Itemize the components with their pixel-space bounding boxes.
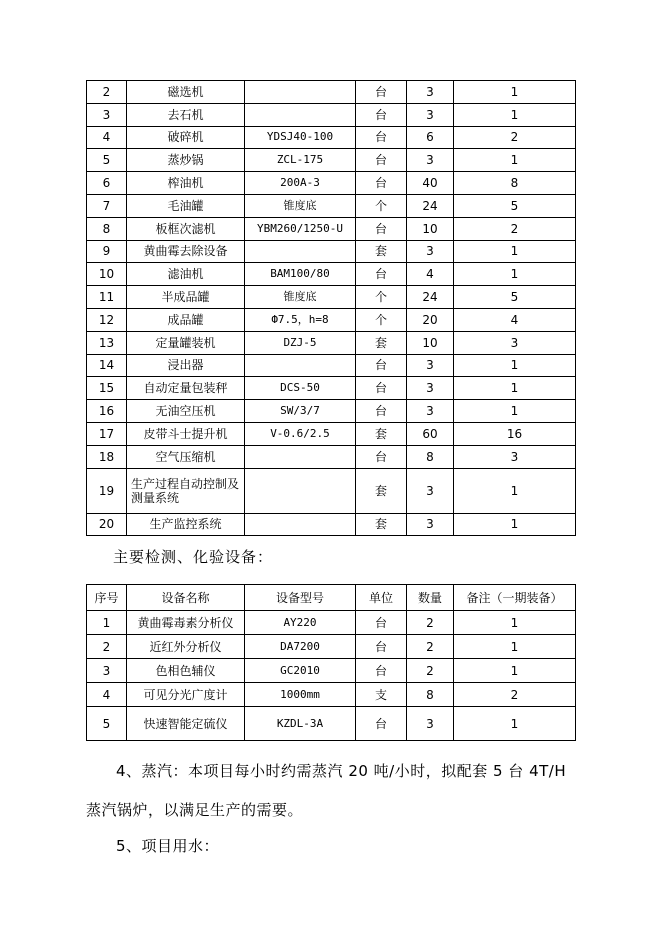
cell-no: 18 bbox=[87, 445, 127, 468]
cell-unit: 套 bbox=[356, 513, 407, 536]
cell-phase1: 3 bbox=[454, 445, 576, 468]
cell-unit: 套 bbox=[356, 331, 407, 354]
cell-no: 2 bbox=[87, 635, 127, 659]
table-row bbox=[87, 707, 576, 741]
cell-qty: 6 bbox=[407, 126, 454, 149]
cell-unit: 台 bbox=[356, 400, 407, 423]
cell-unit: 台 bbox=[356, 707, 407, 741]
cell-no: 10 bbox=[87, 263, 127, 286]
cell-qty: 3 bbox=[407, 400, 454, 423]
header-unit: 单位 bbox=[356, 585, 407, 611]
cell-qty: 10 bbox=[407, 217, 454, 240]
table-header-row bbox=[87, 585, 576, 611]
cell-qty: 3 bbox=[407, 513, 454, 536]
section-heading: 主要检测、化验设备： bbox=[113, 548, 274, 566]
cell-qty: 2 bbox=[407, 611, 454, 635]
table-row bbox=[87, 308, 576, 331]
table-row bbox=[87, 194, 576, 217]
cell-phase1: 1 bbox=[454, 468, 576, 513]
cell-no: 9 bbox=[87, 240, 127, 263]
cell-name: 近红外分析仪 bbox=[127, 635, 245, 659]
table-row bbox=[87, 81, 576, 104]
production-equipment-table bbox=[86, 80, 576, 536]
cell-qty: 3 bbox=[407, 468, 454, 513]
cell-phase1: 16 bbox=[454, 422, 576, 445]
cell-name: 黄曲霉毒素分析仪 bbox=[127, 611, 245, 635]
paragraph-steam-cont: 蒸汽锅炉，以满足生产的需要。 bbox=[86, 801, 304, 819]
cell-qty: 24 bbox=[407, 194, 454, 217]
cell-unit: 个 bbox=[356, 286, 407, 309]
cell-no: 5 bbox=[87, 707, 127, 741]
cell-phase1: 1 bbox=[454, 81, 576, 104]
cell-unit: 台 bbox=[356, 635, 407, 659]
cell-model bbox=[245, 240, 356, 263]
table-row bbox=[87, 422, 576, 445]
cell-no: 6 bbox=[87, 172, 127, 195]
cell-model: V-0.6/2.5 bbox=[245, 422, 356, 445]
cell-phase1: 3 bbox=[454, 331, 576, 354]
cell-no: 2 bbox=[87, 81, 127, 104]
cell-remark: 1 bbox=[454, 611, 576, 635]
cell-name: 磁选机 bbox=[127, 81, 245, 104]
table-row bbox=[87, 263, 576, 286]
cell-model: ZCL-175 bbox=[245, 149, 356, 172]
cell-unit: 台 bbox=[356, 81, 407, 104]
cell-remark: 2 bbox=[454, 683, 576, 707]
cell-phase1: 1 bbox=[454, 103, 576, 126]
cell-unit: 台 bbox=[356, 659, 407, 683]
cell-name: 破碎机 bbox=[127, 126, 245, 149]
cell-qty: 4 bbox=[407, 263, 454, 286]
cell-no: 1 bbox=[87, 611, 127, 635]
cell-unit: 台 bbox=[356, 149, 407, 172]
cell-model: 1000mm bbox=[245, 683, 356, 707]
cell-name: 色相色辅仪 bbox=[127, 659, 245, 683]
cell-unit: 台 bbox=[356, 217, 407, 240]
header-remark: 备注（一期装备） bbox=[454, 585, 576, 611]
table-row bbox=[87, 468, 576, 513]
cell-qty: 3 bbox=[407, 707, 454, 741]
table-row bbox=[87, 126, 576, 149]
cell-unit: 台 bbox=[356, 354, 407, 377]
cell-unit: 套 bbox=[356, 468, 407, 513]
cell-no: 11 bbox=[87, 286, 127, 309]
cell-name: 自动定量包装秤 bbox=[127, 377, 245, 400]
cell-unit: 套 bbox=[356, 240, 407, 263]
cell-qty: 3 bbox=[407, 354, 454, 377]
cell-phase1: 1 bbox=[454, 149, 576, 172]
cell-model: YDSJ40-100 bbox=[245, 126, 356, 149]
cell-no: 4 bbox=[87, 683, 127, 707]
cell-unit: 支 bbox=[356, 683, 407, 707]
cell-no: 3 bbox=[87, 659, 127, 683]
cell-remark: 1 bbox=[454, 635, 576, 659]
cell-model: SW/3/7 bbox=[245, 400, 356, 423]
cell-no: 14 bbox=[87, 354, 127, 377]
cell-unit: 台 bbox=[356, 611, 407, 635]
cell-name: 可见分光广度计 bbox=[127, 683, 245, 707]
cell-model: Ф7.5，h=8 bbox=[245, 308, 356, 331]
cell-model: GC2010 bbox=[245, 659, 356, 683]
cell-qty: 40 bbox=[407, 172, 454, 195]
table-row bbox=[87, 659, 576, 683]
table-row bbox=[87, 172, 576, 195]
cell-unit: 套 bbox=[356, 422, 407, 445]
table-row bbox=[87, 240, 576, 263]
cell-no: 16 bbox=[87, 400, 127, 423]
cell-model: DA7200 bbox=[245, 635, 356, 659]
cell-no: 12 bbox=[87, 308, 127, 331]
cell-model: 200A-3 bbox=[245, 172, 356, 195]
cell-name: 生产监控系统 bbox=[127, 513, 245, 536]
table-row bbox=[87, 635, 576, 659]
cell-qty: 3 bbox=[407, 81, 454, 104]
cell-no: 3 bbox=[87, 103, 127, 126]
cell-name: 无油空压机 bbox=[127, 400, 245, 423]
cell-model bbox=[245, 513, 356, 536]
cell-name: 毛油罐 bbox=[127, 194, 245, 217]
cell-no: 5 bbox=[87, 149, 127, 172]
cell-phase1: 2 bbox=[454, 217, 576, 240]
cell-name: 浸出器 bbox=[127, 354, 245, 377]
cell-unit: 台 bbox=[356, 172, 407, 195]
production-equipment-table-body bbox=[87, 81, 576, 536]
cell-phase1: 1 bbox=[454, 400, 576, 423]
table-row bbox=[87, 400, 576, 423]
cell-no: 7 bbox=[87, 194, 127, 217]
cell-phase1: 1 bbox=[454, 354, 576, 377]
cell-unit: 台 bbox=[356, 377, 407, 400]
cell-model bbox=[245, 81, 356, 104]
cell-qty: 8 bbox=[407, 445, 454, 468]
table-row bbox=[87, 513, 576, 536]
cell-qty: 10 bbox=[407, 331, 454, 354]
cell-name: 去石机 bbox=[127, 103, 245, 126]
cell-phase1: 1 bbox=[454, 263, 576, 286]
cell-name: 半成品罐 bbox=[127, 286, 245, 309]
cell-unit: 台 bbox=[356, 445, 407, 468]
testing-equipment-table-body bbox=[87, 611, 576, 741]
cell-name: 黄曲霉去除设备 bbox=[127, 240, 245, 263]
table-row bbox=[87, 354, 576, 377]
cell-no: 4 bbox=[87, 126, 127, 149]
cell-model bbox=[245, 354, 356, 377]
testing-equipment-table bbox=[86, 584, 576, 741]
cell-no: 19 bbox=[87, 468, 127, 513]
cell-model: DZJ-5 bbox=[245, 331, 356, 354]
cell-unit: 台 bbox=[356, 126, 407, 149]
cell-remark: 1 bbox=[454, 659, 576, 683]
cell-phase1: 1 bbox=[454, 240, 576, 263]
cell-no: 17 bbox=[87, 422, 127, 445]
table-row bbox=[87, 286, 576, 309]
cell-qty: 3 bbox=[407, 377, 454, 400]
cell-unit: 台 bbox=[356, 103, 407, 126]
table-row bbox=[87, 445, 576, 468]
cell-qty: 20 bbox=[407, 308, 454, 331]
cell-model: 锥度底 bbox=[245, 194, 356, 217]
header-name: 设备名称 bbox=[127, 585, 245, 611]
cell-model: KZDL-3A bbox=[245, 707, 356, 741]
cell-phase1: 8 bbox=[454, 172, 576, 195]
cell-qty: 8 bbox=[407, 683, 454, 707]
table-row bbox=[87, 611, 576, 635]
cell-no: 15 bbox=[87, 377, 127, 400]
cell-unit: 台 bbox=[356, 263, 407, 286]
header-no: 序号 bbox=[87, 585, 127, 611]
paragraph-steam: 4、蒸汽：本项目每小时约需蒸汽 20 吨/小时，拟配套 5 台 4T/H bbox=[116, 762, 567, 780]
cell-unit: 个 bbox=[356, 194, 407, 217]
cell-name: 空气压缩机 bbox=[127, 445, 245, 468]
cell-name: 板框次滤机 bbox=[127, 217, 245, 240]
cell-name: 滤油机 bbox=[127, 263, 245, 286]
cell-model: DCS-50 bbox=[245, 377, 356, 400]
cell-no: 13 bbox=[87, 331, 127, 354]
cell-name: 蒸炒锅 bbox=[127, 149, 245, 172]
cell-qty: 60 bbox=[407, 422, 454, 445]
cell-model bbox=[245, 103, 356, 126]
cell-phase1: 1 bbox=[454, 377, 576, 400]
cell-model bbox=[245, 445, 356, 468]
cell-qty: 3 bbox=[407, 149, 454, 172]
table-row bbox=[87, 103, 576, 126]
cell-no: 8 bbox=[87, 217, 127, 240]
cell-qty: 24 bbox=[407, 286, 454, 309]
table-row bbox=[87, 683, 576, 707]
cell-no: 20 bbox=[87, 513, 127, 536]
cell-phase1: 5 bbox=[454, 194, 576, 217]
header-qty: 数量 bbox=[407, 585, 454, 611]
cell-name: 成品罐 bbox=[127, 308, 245, 331]
cell-model bbox=[245, 468, 356, 513]
cell-name: 榨油机 bbox=[127, 172, 245, 195]
cell-name: 定量罐装机 bbox=[127, 331, 245, 354]
cell-phase1: 4 bbox=[454, 308, 576, 331]
cell-model: AY220 bbox=[245, 611, 356, 635]
cell-remark: 1 bbox=[454, 707, 576, 741]
table-row bbox=[87, 377, 576, 400]
table-row bbox=[87, 331, 576, 354]
paragraph-water: 5、项目用水： bbox=[116, 837, 220, 855]
cell-qty: 2 bbox=[407, 635, 454, 659]
cell-phase1: 2 bbox=[454, 126, 576, 149]
cell-model: 锥度底 bbox=[245, 286, 356, 309]
cell-unit: 个 bbox=[356, 308, 407, 331]
header-model: 设备型号 bbox=[245, 585, 356, 611]
cell-model: BAM100/80 bbox=[245, 263, 356, 286]
cell-phase1: 1 bbox=[454, 513, 576, 536]
cell-qty: 3 bbox=[407, 103, 454, 126]
table-row bbox=[87, 217, 576, 240]
cell-name: 快速智能定硫仪 bbox=[127, 707, 245, 741]
cell-qty: 3 bbox=[407, 240, 454, 263]
table-row bbox=[87, 149, 576, 172]
cell-name: 生产过程自动控制及测量系统 bbox=[127, 468, 245, 513]
cell-name: 皮带斗士提升机 bbox=[127, 422, 245, 445]
cell-phase1: 5 bbox=[454, 286, 576, 309]
cell-model: YBM260/1250-U bbox=[245, 217, 356, 240]
cell-qty: 2 bbox=[407, 659, 454, 683]
